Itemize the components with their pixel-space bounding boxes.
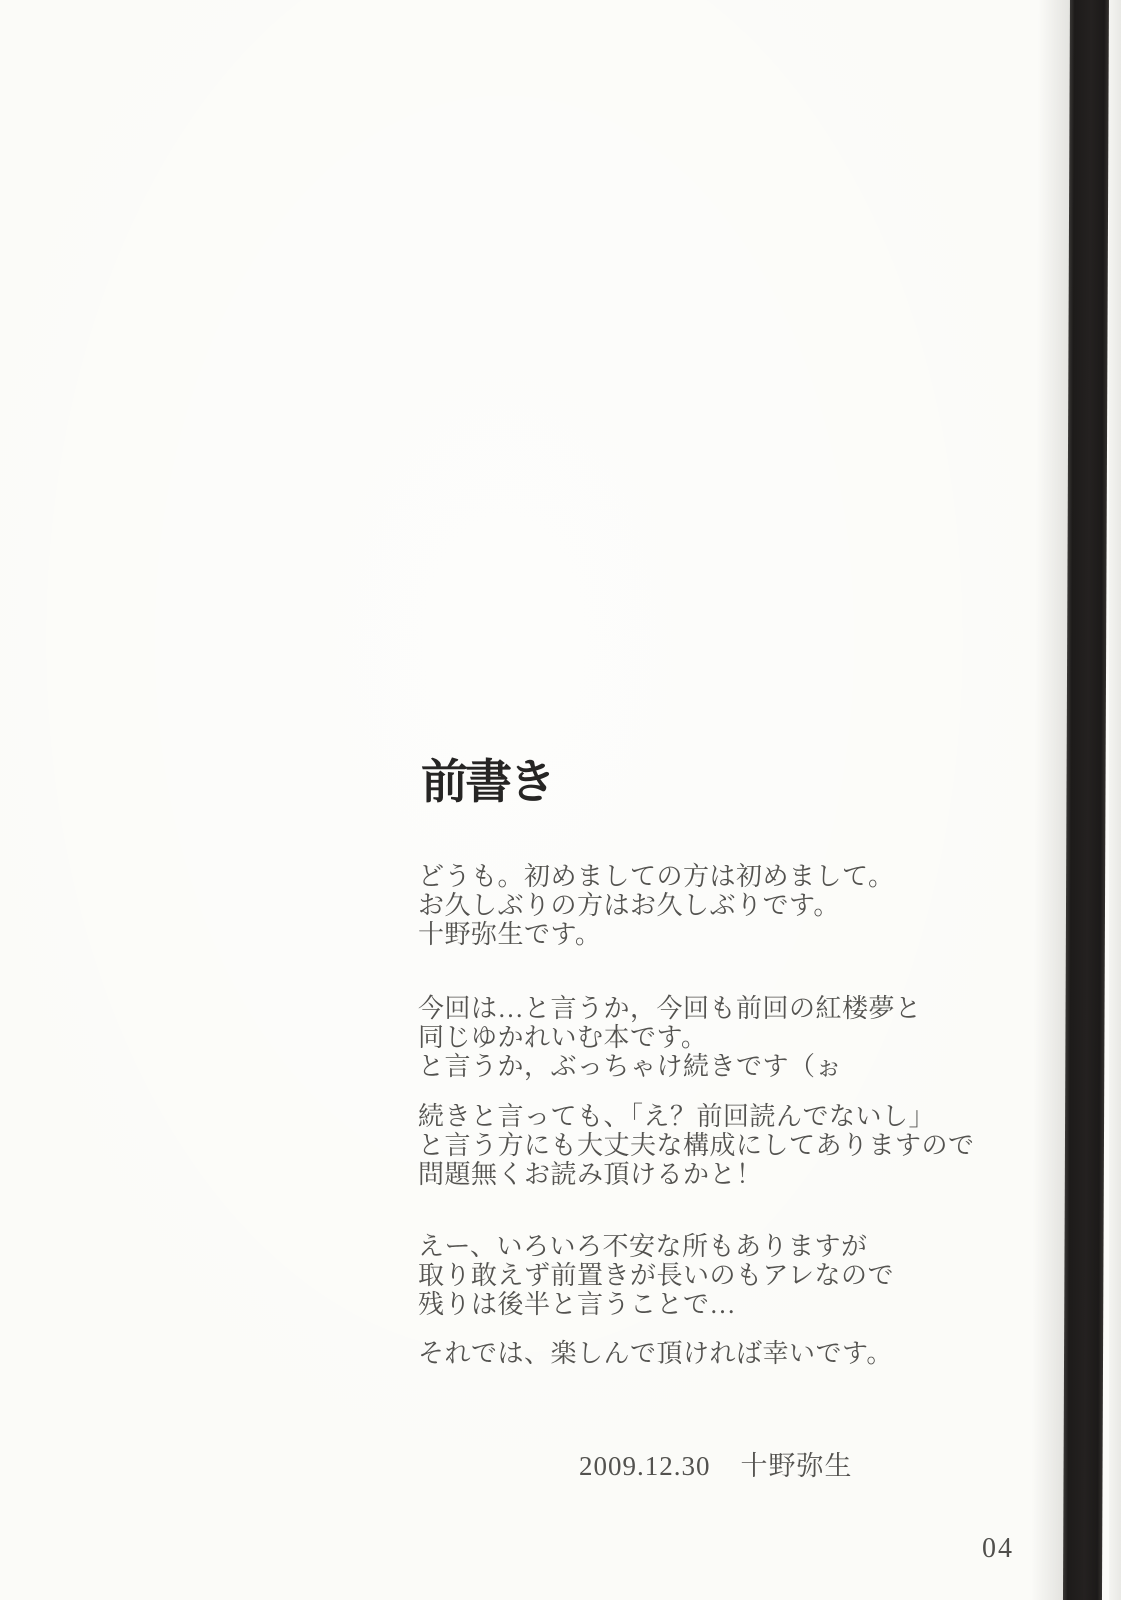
foreword-paragraph-enjoy (418, 1339, 893, 1368)
text-line: 問題無くお読み頂けるかと！ (418, 1160, 763, 1189)
signature-date: 2009.12.30 (579, 1451, 711, 1481)
text-line: 同じゆかれいむ本です。 (418, 1023, 708, 1052)
signature-line (579, 1444, 853, 1483)
text-line: えー、いろいろ不安な所もありますが (418, 1232, 868, 1261)
text-line: 取り敢えず前置きが長いのもアレなので (418, 1261, 894, 1290)
page-title: 前書き (421, 755, 553, 808)
page-number: 04 (982, 1533, 1014, 1564)
signature-author: 十野弥生 (740, 1451, 853, 1481)
text-line: 続きと言っても、「え？前回読んでないし」 (418, 1102, 936, 1131)
text-line: どうも。初めましての方は初めまして。 (418, 862, 895, 891)
text-line: 残りは後半と言うことで… (418, 1290, 737, 1319)
scan-edge-strip (1109, 0, 1121, 1600)
text-line: お久しぶりの方はお久しぶりです。 (418, 891, 840, 920)
text-line: それでは、楽しんで頂ければ幸いです。 (418, 1339, 893, 1368)
text-line: 今回は…と言うか，今回も前回の紅楼夢と (418, 994, 922, 1023)
text-line: 十野弥生です。 (418, 920, 602, 949)
foreword-paragraph-book-intro (418, 994, 922, 1081)
binding-bar (1063, 0, 1109, 1600)
foreword-paragraph-continuation-note (418, 1102, 975, 1189)
text-line: と言うか，ぶっちゃけ続きです（ぉ (418, 1052, 843, 1081)
foreword-paragraph-closing-remarks (418, 1232, 894, 1319)
text-line: と言う方にも大丈夫な構成にしてありますので (418, 1131, 975, 1160)
foreword-paragraph-greeting (418, 862, 894, 949)
